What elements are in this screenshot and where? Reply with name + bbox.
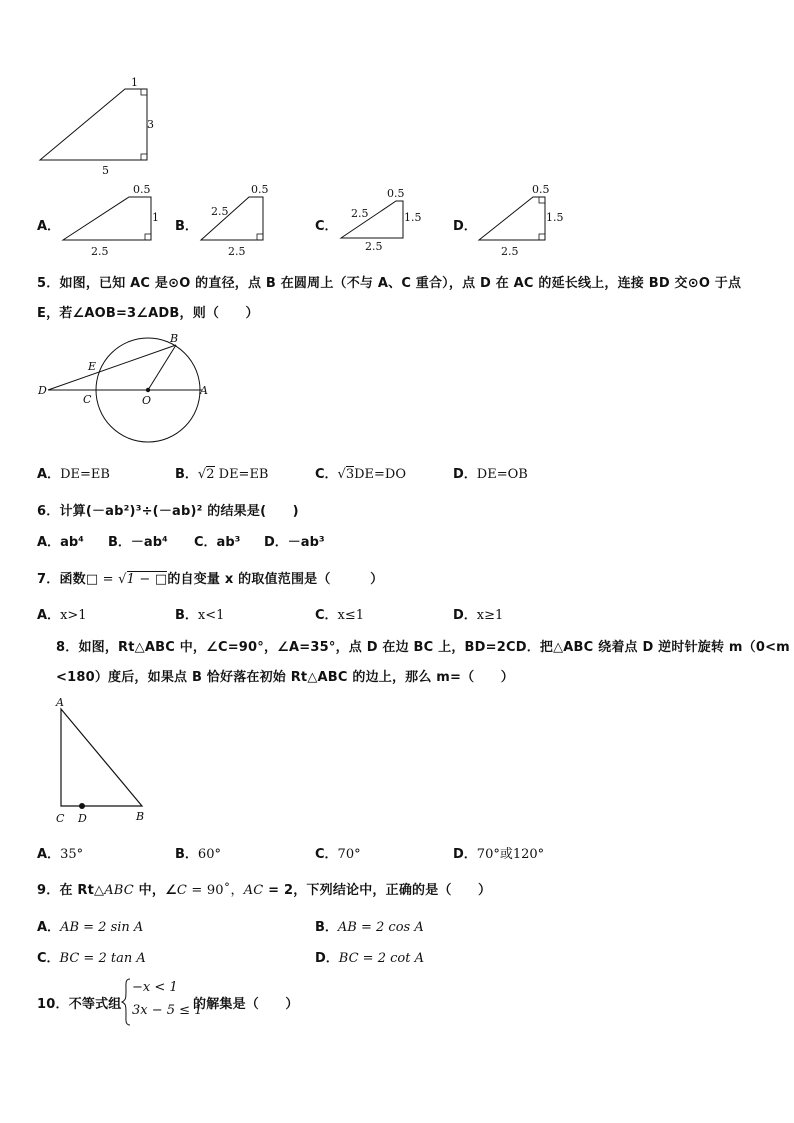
q4-option-a-figure — [57, 183, 157, 261]
q8-label-d: D — [78, 812, 87, 825]
q4-c-bottom-label: 2.5 — [365, 240, 383, 253]
q7-option-c[interactable] — [315, 604, 364, 623]
q7-prefix: 7．函数 — [37, 572, 86, 587]
q5-option-c-letter: C． — [315, 467, 338, 482]
q5-label-a: A — [200, 384, 208, 397]
q6-option-b-letter: B． — [108, 535, 131, 550]
q7-suffix: 的自变量 x 的取值范围是（ ） — [167, 572, 384, 587]
q5-option-d-letter: D． — [453, 467, 477, 482]
q8-option-b[interactable] — [175, 843, 221, 862]
q6-option-c[interactable] — [194, 531, 240, 550]
q7-option-b-letter: B． — [175, 608, 198, 623]
q10-system-row2: 3x − 5 ≤ 1 — [132, 1003, 203, 1018]
q5-option-b-text: DE=EB — [218, 467, 269, 482]
q9-option-a-letter: A． — [37, 920, 61, 935]
q9-stem-b: 中，∠ — [133, 883, 177, 898]
q9-stem-a: 9．在 Rt△ — [37, 883, 105, 898]
q8-option-b-text: 60° — [197, 847, 221, 862]
q6-option-c-letter: C． — [194, 535, 217, 550]
q8-option-c-text: 70° — [337, 847, 361, 862]
q4-c-right-label: 1.5 — [404, 211, 422, 224]
q7-option-c-text: x≤1 — [337, 608, 365, 623]
q6-option-b-text: －ab⁴ — [130, 535, 168, 550]
q4-d-top-label: 0.5 — [532, 183, 550, 196]
q9-option-a-text: AB = 2 sin A — [60, 920, 144, 935]
q8-stem-line1: 8．如图，Rt△ABC 中，∠C=90°，∠A=35°，点 D 在边 BC 上，BD=2CD．把△ABC 绕着点 D 逆时针旋转 m（0<m — [56, 640, 790, 655]
q4-b-left-label: 2.5 — [211, 205, 229, 218]
q7-option-a-text: x>1 — [60, 608, 87, 623]
q7-option-b[interactable] — [175, 604, 224, 623]
q4-d-right-label: 1.5 — [546, 211, 564, 224]
q4-main-trapezoid-figure — [30, 72, 160, 180]
q4-b-bottom-label: 2.5 — [228, 245, 246, 258]
q8-option-d[interactable] — [453, 843, 544, 862]
q6-option-a-text: ab⁴ — [60, 535, 84, 550]
q4-main-right-label: 3 — [147, 118, 154, 131]
q8-label-c: C — [56, 812, 65, 825]
left-brace-icon — [121, 978, 131, 1026]
q5-option-a[interactable] — [37, 463, 110, 482]
q5-label-e: E — [88, 360, 97, 373]
q7-option-c-letter: C． — [315, 608, 338, 623]
q9-option-d[interactable] — [315, 947, 424, 966]
q4-d-bottom-label: 2.5 — [501, 245, 519, 258]
q6-option-b[interactable] — [108, 531, 168, 550]
q4-option-a[interactable] — [37, 183, 157, 261]
q8-option-a-text: 35° — [60, 847, 84, 862]
q4-option-d[interactable] — [453, 183, 573, 261]
q7-option-d-letter: D． — [453, 608, 477, 623]
q5-option-c[interactable] — [315, 463, 406, 482]
q9-option-d-text: BC = 2 cot A — [338, 951, 424, 966]
q5-label-c: C — [83, 393, 92, 406]
q8-stem-line2: <180）度后，如果点 B 恰好落在初始 Rt△ABC 的边上，那么 m=（ ） — [56, 670, 514, 685]
q8-label-a: A — [56, 696, 64, 709]
q9-stem-d: = 90˚， — [187, 883, 244, 898]
q8-option-a[interactable] — [37, 843, 83, 862]
q5-circle-figure — [36, 330, 212, 442]
q9-option-b[interactable] — [315, 916, 424, 935]
q5-label-o: O — [142, 394, 152, 407]
q9-option-b-letter: B． — [315, 920, 338, 935]
q7-radicand: 1 − □ — [126, 572, 168, 587]
q4-main-bottom-label: 5 — [102, 164, 109, 177]
q4-c-left-label: 2.5 — [351, 207, 369, 220]
q5-option-b-radicand: 2 — [206, 467, 215, 482]
q8-option-c[interactable] — [315, 843, 361, 862]
q8-option-b-letter: B． — [175, 847, 198, 862]
q6-option-c-text: ab³ — [216, 535, 241, 550]
sqrt-sign-icon: √ — [118, 572, 127, 587]
q4-option-c[interactable] — [315, 183, 435, 261]
sqrt-sign-icon: √ — [197, 467, 207, 482]
q5-option-b[interactable] — [175, 463, 269, 482]
q7-option-a[interactable] — [37, 604, 87, 623]
q9-option-c[interactable] — [37, 947, 146, 966]
q4-option-b[interactable] — [175, 183, 295, 261]
q9-option-a[interactable] — [37, 916, 143, 935]
q10-system-row1: −x < 1 — [132, 980, 178, 995]
q5-option-d[interactable] — [453, 463, 528, 482]
q8-option-a-letter: A． — [37, 847, 61, 862]
q5-option-b-letter: B． — [175, 467, 198, 482]
q5-stem-line2: E，若∠AOB=3∠ADB，则（ ） — [37, 306, 259, 321]
q7-formula-left: □ = — [85, 572, 119, 587]
q6-option-a[interactable] — [37, 531, 84, 550]
q9-stem-abc: ABC — [104, 883, 134, 898]
q10-prefix: 10．不等式组 — [37, 997, 122, 1012]
q7-option-d[interactable] — [453, 604, 503, 623]
q5-option-a-letter: A． — [37, 467, 61, 482]
q6-stem: 6．计算(－ab²)³÷(－ab)² 的结果是( ) — [37, 504, 299, 519]
q6-option-d-text: －ab³ — [287, 535, 325, 550]
q4-option-a-letter: A． — [37, 219, 61, 234]
q7-stem — [37, 568, 383, 587]
q10-suffix: 的解集是（ ） — [193, 997, 299, 1012]
q4-option-c-letter: C． — [315, 219, 338, 234]
q7-option-a-letter: A． — [37, 608, 61, 623]
q4-option-d-figure — [475, 183, 575, 261]
q9-option-b-text: AB = 2 cos A — [337, 920, 424, 935]
q4-option-b-figure — [197, 183, 297, 261]
q9-stem-f: = 2，下列结论中，正确的是（ ） — [263, 883, 492, 898]
q8-label-b: B — [136, 810, 145, 823]
q8-option-d-letter: D． — [453, 847, 477, 862]
q6-option-d-letter: D． — [264, 535, 288, 550]
q4-option-b-letter: B． — [175, 219, 198, 234]
q4-a-top-label: 0.5 — [133, 183, 151, 196]
q7-option-d-text: x≥1 — [476, 608, 504, 623]
q6-option-a-letter: A． — [37, 535, 61, 550]
q9-option-d-letter: D． — [315, 951, 339, 966]
q9-option-c-letter: C． — [37, 951, 60, 966]
q5-label-b: B — [170, 332, 179, 345]
q5-stem-line1: 5．如图，已知 AC 是⊙O 的直径，点 B 在圆周上（不与 A、C 重合），点 D 在 AC 的延长线上，连接 BD 交⊙O 于点 — [37, 276, 742, 291]
q4-b-top-label: 0.5 — [251, 183, 269, 196]
q9-stem — [37, 879, 491, 898]
q4-main-top-label: 1 — [131, 76, 138, 89]
q9-option-c-text: BC = 2 tan A — [59, 951, 146, 966]
q5-option-c-text: DE=DO — [354, 467, 407, 482]
q9-stem-c: C — [176, 883, 188, 898]
q5-option-d-text: DE=OB — [476, 467, 528, 482]
q9-stem-e: AC — [243, 883, 264, 898]
q7-option-b-text: x<1 — [197, 608, 225, 623]
q4-a-bottom-label: 2.5 — [91, 245, 109, 258]
q8-option-c-letter: C． — [315, 847, 338, 862]
q4-option-c-figure — [337, 183, 437, 261]
q5-option-a-text: DE=EB — [60, 467, 110, 482]
q6-option-d[interactable] — [264, 531, 325, 550]
q5-label-d: D — [38, 384, 47, 397]
q4-option-d-letter: D． — [453, 219, 477, 234]
sqrt-sign-icon: √ — [337, 467, 346, 482]
q8-triangle-figure — [48, 694, 152, 828]
q8-option-d-text: 70°或120° — [476, 847, 545, 862]
q5-option-c-radicand: 3 — [345, 467, 355, 482]
q4-c-top-label: 0.5 — [387, 187, 405, 200]
q4-a-right-label: 1 — [152, 211, 159, 224]
